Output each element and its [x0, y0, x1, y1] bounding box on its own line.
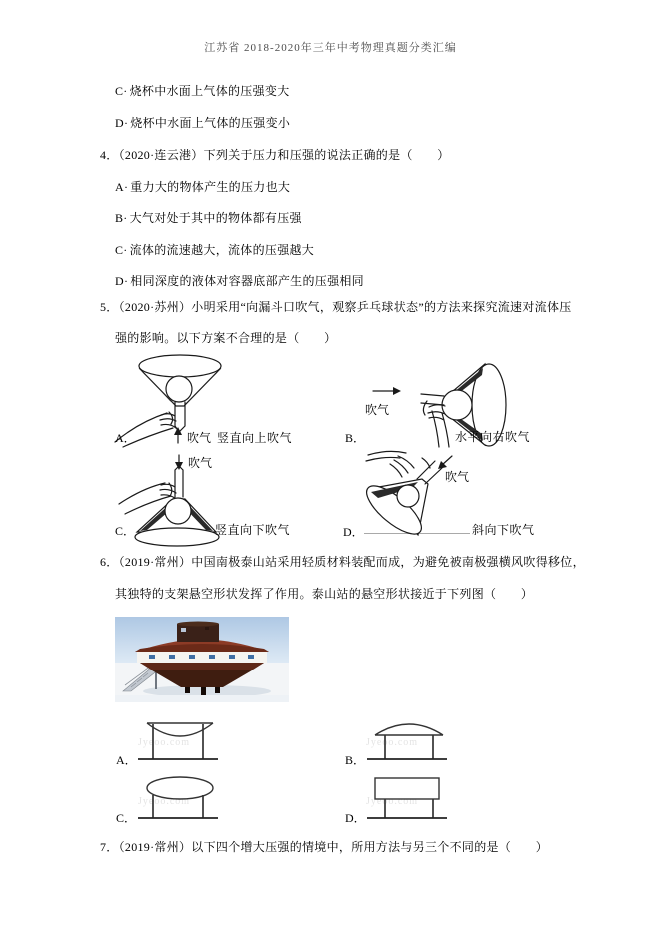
option-text: 大气对处于其中的物体都有压强 [129, 211, 302, 225]
option-label: A． [116, 753, 137, 767]
blow-air-label: 吹气 [187, 431, 212, 445]
option-row [115, 180, 290, 194]
figure-label: C． [115, 524, 136, 538]
watermark: Jyeoo.com [138, 796, 191, 807]
option-text: 相同深度的液体对容器底部产生的压强相同 [130, 274, 364, 288]
option-label: C· [115, 84, 128, 98]
option-label: A· [115, 180, 129, 194]
shape-option-rectangle [363, 772, 453, 822]
option-row [115, 116, 290, 130]
option-label: D· [115, 274, 129, 288]
option-label: B． [345, 753, 366, 767]
question-stem: 6．（2019·常州）中国南极泰山站采用轻质材料装配而成，为避免被南极强横风吹得移位， [100, 555, 585, 569]
shape-option-ellipse [134, 772, 224, 822]
option-text: 烧杯中水面上气体的压强变小 [130, 116, 291, 130]
watermark: Jyeoo.com [138, 737, 191, 748]
option-text: 重力大的物体产生的压力也大 [130, 180, 291, 194]
option-text: 流体的流速越大，流体的压强越大 [129, 243, 315, 257]
question-stem: 强的影响。以下方案不合理的是（ ） [115, 331, 337, 345]
option-label: B· [115, 211, 128, 225]
figure-caption: 斜向下吹气 [472, 523, 535, 537]
figure-label: D． [343, 525, 364, 539]
option-row [115, 243, 314, 257]
figure-label: B． [345, 431, 366, 445]
taishan-station-photo [115, 617, 289, 702]
shape-option-bowl [134, 716, 224, 764]
question-stem: 5．（2020·苏州）小明采用“向漏斗口吹气，观察乒乓球状态”的方法来探究流速对流体压 [100, 300, 572, 314]
figure-caption: 竖直向下吹气 [215, 523, 291, 537]
option-label: D． [345, 811, 366, 825]
blow-air-label: 吹气 [365, 403, 390, 417]
option-label: C． [116, 811, 137, 825]
funnel-up-illustration [103, 352, 328, 447]
figure-label: A． [115, 431, 136, 445]
page-title: 江苏省 2018-2020年三年中考物理真题分类汇编 [204, 42, 457, 54]
option-row [115, 274, 364, 288]
blow-air-label: 吹气 [188, 456, 213, 470]
question-stem: 7．（2019·常州）以下四个增大压强的情境中，所用方法与另三个不同的是（ ） [100, 840, 548, 854]
watermark: Jyeoo.com [366, 737, 419, 748]
shape-option-dome [363, 712, 453, 764]
option-label: C· [115, 243, 128, 257]
question-stem: 其独特的支架悬空形状发挥了作用。泰山站的悬空形状接近于下列图（ ） [115, 587, 534, 601]
question-stem: 4．（2020·连云港）下列关于压力和压强的说法正确的是（ ） [100, 148, 450, 162]
option-text: 烧杯中水面上气体的压强变大 [129, 84, 290, 98]
figure-caption: 水平向右吹气 [455, 430, 531, 444]
option-label: D· [115, 116, 129, 130]
figure-caption: 竖直向上吹气 [217, 431, 293, 445]
blow-air-label: 吹气 [445, 470, 470, 484]
watermark: Jyeoo.com [366, 796, 419, 807]
option-row [115, 211, 302, 225]
option-row [115, 84, 290, 98]
